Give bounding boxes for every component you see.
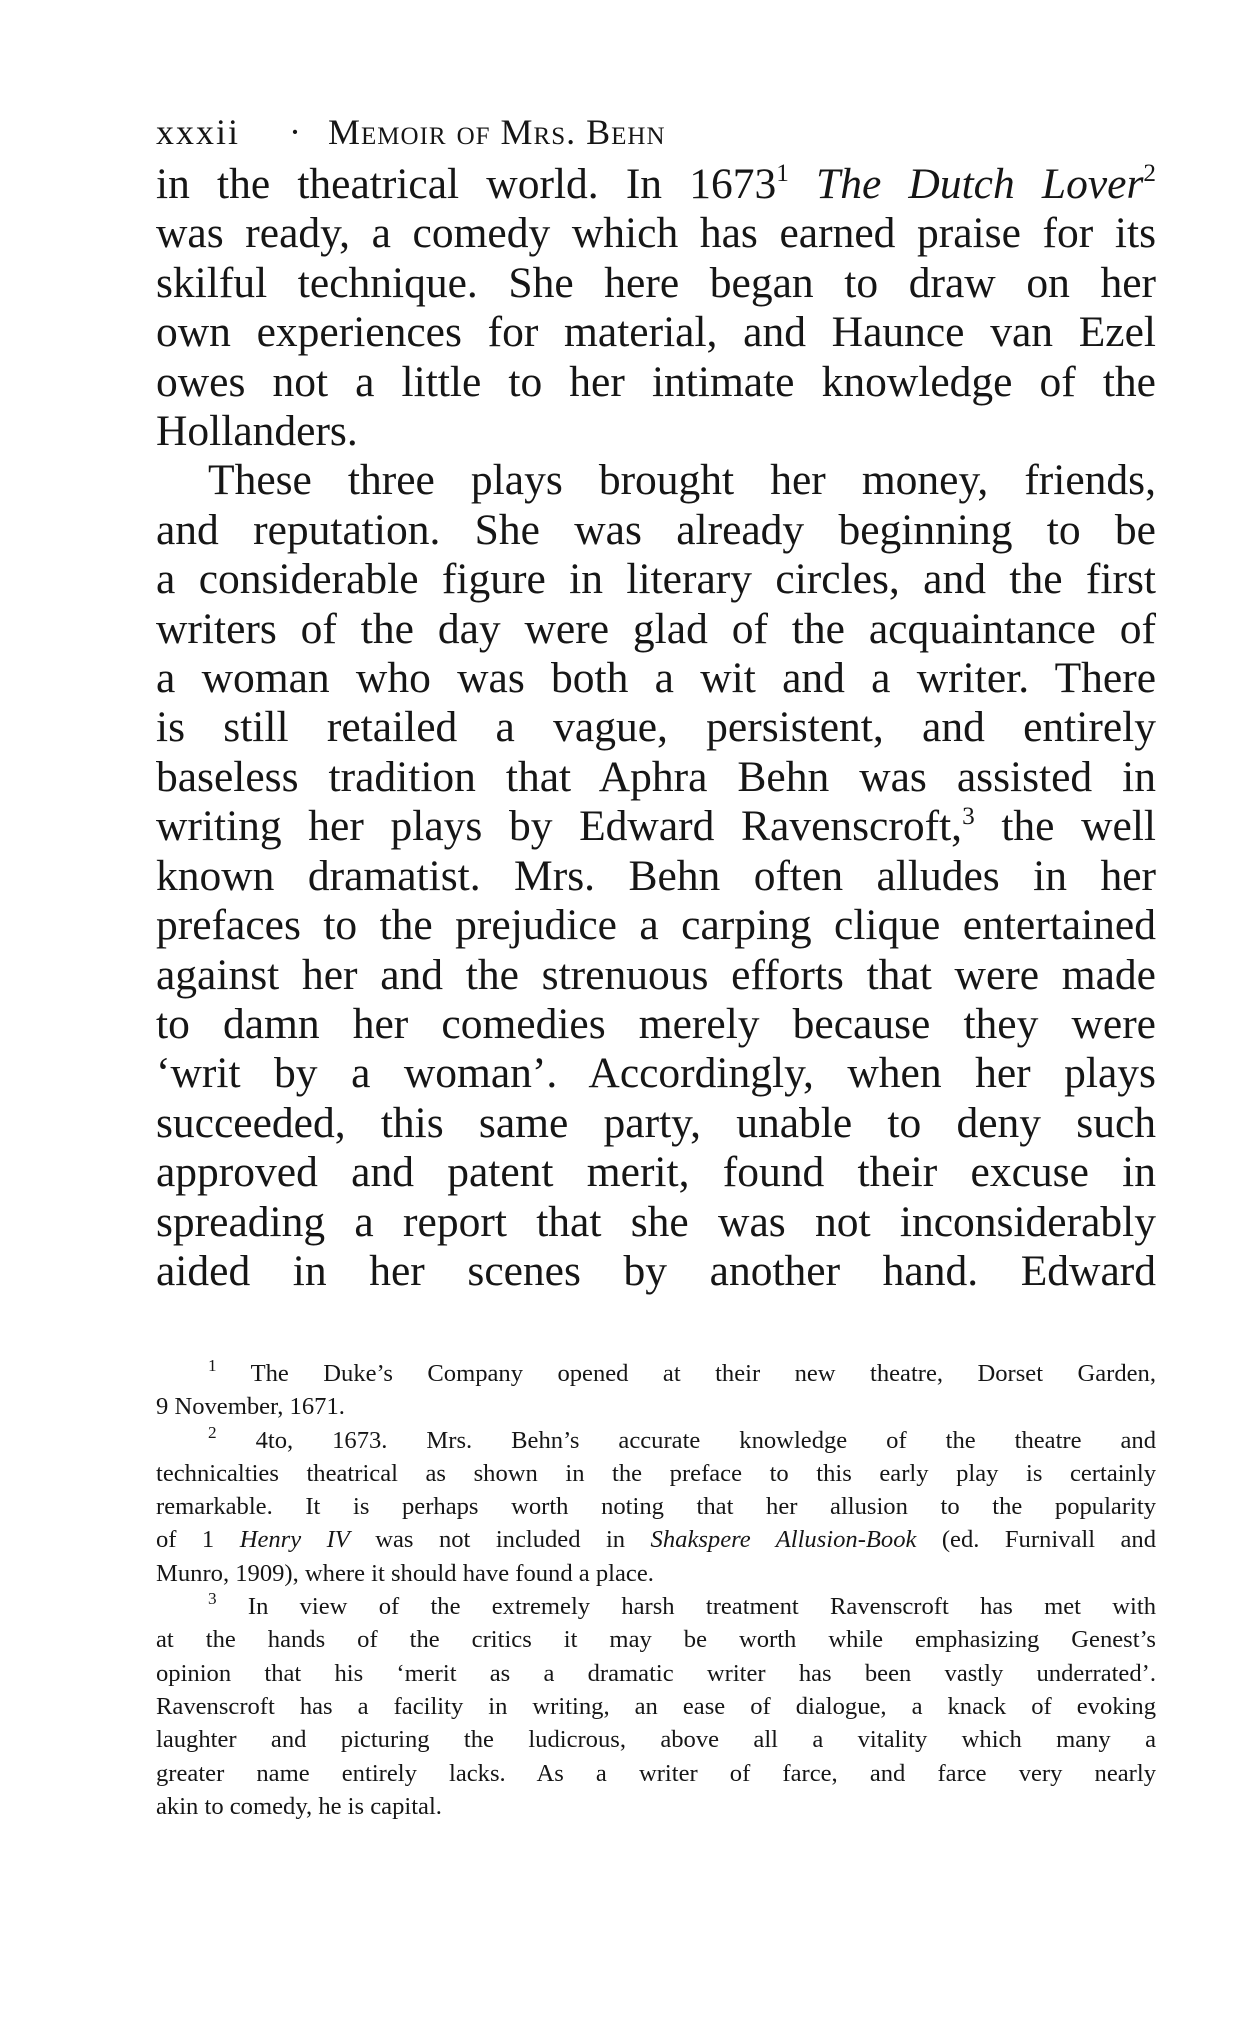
text-line: known dramatist. Mrs. Behn often alludes in her [156,851,1156,900]
footnote-1: $^1$ The Duke’s Company opened at their new theatre, Dorset Garden, [208,1355,1156,1387]
footnote-line: laughter and picturing the ludicrous, above all a vitality which many a [156,1726,1156,1754]
text-line: was ready, a comedy which has earned praise for its [156,209,1156,258]
running-header [156,108,1156,156]
footnote-3: $^3$ In view of the extremely harsh treatment Ravenscroft has met with [208,1589,1156,1621]
footnote-line: greater name entirely lacks. As a writer of farce, and farce very nearly [156,1759,1156,1787]
footnote-mark: 2 [208,1422,217,1442]
footnote-line: of 1 Henry IV was not included in Shakspere Allusion-Book (ed. Furnivall and [156,1526,1156,1554]
text-line: spreading a report that she was not inconsiderably [156,1197,1156,1246]
footnote-line: Ravenscroft has a facility in writing, an ease of dialogue, a knack of evoking [156,1692,1156,1720]
text-line: succeeded, this same party, unable to deny such [156,1098,1156,1147]
text-line: own experiences for material, and Haunce van Ezel [156,308,1156,357]
footnote-ref-2: 2 [1143,160,1157,188]
text-line: baseless tradition that Aphra Behn was assisted in [156,752,1156,801]
text-line: skilful technique. She here began to draw on her [156,258,1156,307]
footnote-mark: 3 [208,1589,217,1609]
text-line: writing her plays by Edward Ravenscroft,$^3$ the well [156,802,1156,851]
text-line: writers of the day were glad of the acquaintance of [156,604,1156,653]
work-title: Henry IV [239,1526,350,1554]
footnote-line: Munro, 1909), where it should have found a place. [156,1559,654,1587]
text-line: owes not a little to her intimate knowledge of the [156,357,1156,406]
text-line: and reputation. She was already beginning to be [156,505,1156,554]
text-line: is still retailed a vague, persistent, and entirely [156,703,1156,752]
text-line: Hollanders. [156,407,358,456]
header-separator: · [289,112,302,152]
text-line: These three plays brought her money, friends, [208,456,1156,505]
running-title: Memoir of Mrs. Behn [328,112,666,152]
footnote-mark: 1 [208,1355,217,1375]
footnote-ref-1: 1 [776,160,789,188]
footnote-ref-3: 3 [962,802,975,830]
work-title: Shakspere Allusion-Book [650,1526,917,1554]
play-title: The Dutch Lover [816,160,1144,208]
footnote-line: akin to comedy, he is capital. [156,1792,442,1820]
footnote-line: opinion that his ‘merit as a dramatic writer has been vastly underrated’. [156,1659,1156,1687]
text-line: approved and patent merit, found their excuse in [156,1148,1156,1197]
footnote-line: at the hands of the critics it may be worth while emphasizing Genest’s [156,1626,1156,1654]
text-line: a considerable figure in literary circles, and the first [156,555,1156,604]
footnote-line: remarkable. It is perhaps worth noting that her allusion to the popularity [156,1493,1156,1521]
footnotes [156,1357,1156,1823]
text-line: prefaces to the prejudice a carping clique entertained [156,901,1156,950]
footnote-line: technicalties theatrical as shown in the preface to this early play is certainly [156,1459,1156,1487]
text-line: ‘writ by a woman’. Accordingly, when her plays [156,1049,1156,1098]
text-line: a woman who was both a wit and a writer. There [156,654,1156,703]
text-line: aided in her scenes by another hand. Edward [156,1246,1156,1295]
body-text [156,160,1156,1296]
text-line: against her and the strenuous efforts that were made [156,950,1156,999]
footnote-2: $^2$ 4to, 1673. Mrs. Behn’s accurate knowledge of the theatre and [208,1422,1156,1454]
footnote-line: 9 November, 1671. [156,1393,345,1421]
page-number: xxxii [156,112,241,152]
text-line: to damn her comedies merely because they were [156,999,1156,1048]
text-line: in the theatrical world. In 1673$^1$ The Dutch Lover$^2$ [156,160,1157,208]
